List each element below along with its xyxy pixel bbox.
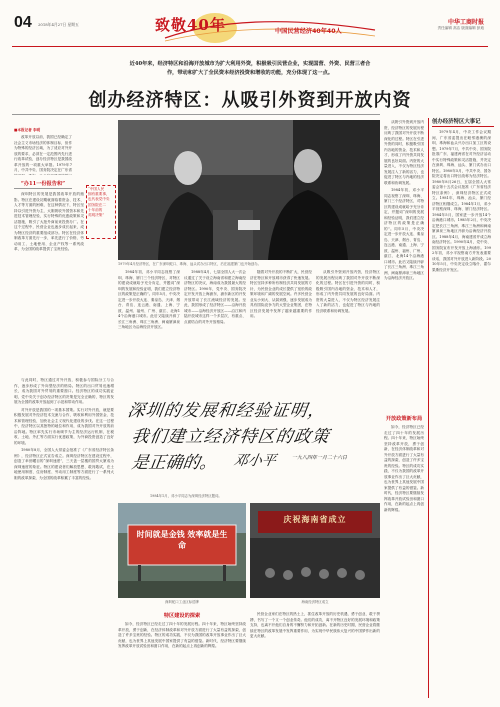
article-col3 xyxy=(118,270,180,385)
calligraphy-line-2: 我们建立经济特区的政策 xyxy=(130,427,332,447)
article-col4b xyxy=(316,270,380,385)
article-right-col2 xyxy=(384,425,424,695)
article-paragraph: 从吸引外资到开放内资，经济特区的发展历程反映了我国对外开放不断深化的过程。特区在引进外资的同时，积极吸引国内各地的资金、技术和人才，形成了内外资共同发展的良好局面。内资的大量进入，不仅为特区经济发展注入了新的活力，也促进了特区与内地的经济联系和协调发展。 xyxy=(316,270,380,313)
article-col3b xyxy=(184,270,246,385)
calligraphy xyxy=(122,392,380,480)
sidebar xyxy=(428,118,494,698)
article-paragraph: 1984年初，邓小平同志视察了深圳、珠海、厦门三个经济特区，对特区的建设成就给予充分肯定，并题词“深圳的发展和经验证明，我们建立经济特区的政策是正确的”。同年5月，中央决定进一步开放大连、秦皇岛、天津、烟台、青岛、连云港、南通、上海、宁波、温州、福州、广州、湛江、北海14个沿海港口城市。此后又陆续开辟了长江三角洲、珠江三角洲、闽南厦漳泉三角地区为沿海经济开放区。 xyxy=(384,188,424,280)
editor-line: 责任编辑 高洁 版面编辑 彭迪 xyxy=(437,26,484,30)
photo-shekou-caption: 深圳蛇口工业区标语牌 xyxy=(165,600,199,604)
article-paragraph: 从吸引外资到开放内资，经济特区的发展历程反映了我国对外开放不断深化的过程。特区在引进外资的同时，积极吸引国内各地的资金、技术和人才，形成了内外资共同发展的良好局面。内资的大量进入，不仅为特区经济发展注入了新的活力，也促进了特区与内地的经济联系和协调发展。 xyxy=(384,120,424,185)
article-paragraph: 如今，经济特区已经走过了四十年的发展历程。四十年来，特区始终坚持改革开放，勇于创新，在经济体制改革和对外开放方面进行了大量有益的探索，创造了许多宝贵的经验。特区的成功实践，不仅为我国的改革开放事业作出了巨大贡献，也为世界上其他发展中国家提供了有益的借鉴。新时代，经济特区要继续发挥改革开放试验田和窗口作用，在新的起点上再创新的辉煌。 xyxy=(384,425,424,512)
photo-hainan-banner-text: 庆祝海南省成立 xyxy=(283,514,347,524)
pull-quote-line: 也代表党中央 xyxy=(88,197,110,202)
subhead-right: 开放政策新布局 xyxy=(385,416,423,422)
calligraphy-line-3: 是正确的。 xyxy=(130,453,219,473)
calligraphy-line-1: 深圳的发展和经验证明， xyxy=(126,401,328,421)
pull-quote-line: 英明决策” xyxy=(88,213,105,218)
page-number: 04 xyxy=(14,14,32,31)
article-right-col xyxy=(384,120,424,410)
article-paragraph: 改革开放以前，我国已经确定了社会主义市场经济的体制目标，但作为特殊的经济区域，为了适应对外开放的要求，必须在一定范围内先行进行改革试验，创办经济特区是我国改革开放的一项重大举措。1979年7月，中共中央、国务院决定在广东省 xyxy=(14,135,72,172)
article-col1 xyxy=(14,135,72,175)
headline-rule xyxy=(12,114,380,115)
article-paragraph: 1988年4月，七届全国人大一次会议通过了关于设立海南省和建立海南经济特区的决议，海南成为我国最大的经济特区。1990年，党中央、国务院决定开发开放上海浦东，浦东新区的开发开放带动了长江流域经济的发展。至此，我国形成了经济特区——沿海开放城市——沿海经济开放区——沿江和内陆开放城市这样一个多层次、有重点、点面结合的对外开放格局。 xyxy=(184,270,246,324)
article-paragraph: 民营企业家们在特区的热土上，抓住改革开放的历史机遇，勇于创业、敢于拼搏，书写了一个又一个创业传奇。他们的成功，离不开特区良好的发展环境和政策支持，也离不开他们自身的不懈努力和开拓创新。在新的历史时期，民营企业将继续在特区的改革发展中发挥重要作用，为实现中华民族伟大复兴的中国梦作出新的更大贡献。 xyxy=(250,612,380,638)
banner-subtitle: 中国民营经济40年40人 xyxy=(275,28,342,35)
deck xyxy=(80,60,420,78)
pull-quote-line: 拥有重要事， xyxy=(88,192,110,197)
pull-quote-title: “办11一份报告和” xyxy=(20,181,66,187)
calligraphy-signature: 邓小平 xyxy=(232,453,278,469)
sidebar-title: 创办经济特区大事记 xyxy=(432,118,494,127)
article-paragraph: 1984年初，邓小平同志视察了深圳、珠海、厦门三个经济特区，对特区的建设成就给予充分肯定，并题词“深圳的发展和经验证明，我们建立经济特区的政策是正确的”。同年5月，中央决定进一步开放大连、秦皇岛、天津、烟台、青岛、连云港、南通、上海、宁波、温州、福州、广州、湛江、北海14个沿海港口城市。此后又陆续开辟了长江三角洲、珠江三角洲、闽南厦漳泉三角地区为沿海经济开放区。 xyxy=(118,270,180,329)
banner xyxy=(125,12,385,44)
deck-line-1: 近40年来，经济特区和沿海开放城市为扩大利用外资，积极吸引民营企业，实现国营、外资、民营三者合 xyxy=(129,61,371,67)
article-col4 xyxy=(250,270,312,385)
article-paragraph: 对外开放是我国的一项基本国策。实行对外开放，就是要积极发展对外经济技术交流与合作，吸收和利用外国资金、技术和管理经验，加快社会主义现代化建设的步伐。在这一过程中，经济特区以其独特的地位和作用，成为我国对外开放的前沿阵地。特区率先实行市场调节为主的经济运行机制，在税收、土地、外汇等方面实行优惠政策，为外商投资创造了良好的环境。 xyxy=(14,407,114,445)
pull-quote-lines xyxy=(88,187,114,218)
article-paragraph: 与此同时，特区通过对外开放，积极参与国际分工与合作，逐步形成了外向型经济的格局。特区的出口贸易迅速增长，成为我国对外贸易的重要窗口。经济特区的成功实践证明，党中央关于创办经济特区的决策是完全正确的，特区的发展为全国的改革开放起到了示范和带动作用。 xyxy=(14,378,114,404)
byline: ■本报记者 李明 xyxy=(14,128,41,132)
masthead-rule xyxy=(12,46,488,47)
photo-meeting-image xyxy=(118,120,380,260)
sidebar-text xyxy=(432,130,491,690)
article-col1b xyxy=(14,192,84,372)
banner-title: 致敬40年 xyxy=(155,16,226,34)
article-paragraph: 随着对外开放的不断扩大，民营经济在特区和开放城市获得了快速发展。特区坚持多种所有制经济共同发展的方针，为民营企业的成长提供了宽松的政策环境和广阔的发展空间。许多民营企业从小到大、从弱到强，逐步发展成为具有国际竞争力的大型企业集团，在特区经济发展中发挥了越来越重要的作用。 xyxy=(250,270,312,318)
photo-meeting-caption: 1979年4月经济特区，在广东深圳蛇口、珠海、汕头试办出口特区，后在福建厦门也开始创办。 xyxy=(118,262,262,266)
calligraphy-date: 一九八四年一月二十六日 xyxy=(292,455,348,461)
masthead xyxy=(0,0,500,50)
article-paragraph: 1980年8月，全国人大常委会批准了《广东省经济特区条例》，经济特区正式宣告成立。深圳经济特区在建设过程中，创造了举世瞩目的“深圳速度”，三天盖一层楼的国贸大厦成为深圳速度的象征。特区的建设者们解放思想、敢闯敢试，在土地使用制度、住房制度、劳动用工制度等方面进行了一系列大胆的改革探索，为全国的改革积累了丰富的经验。 xyxy=(14,448,114,480)
photo-hainan xyxy=(250,503,380,598)
photo-shekou-sign xyxy=(118,503,246,598)
photo-meeting xyxy=(118,120,380,260)
date-line: 2018年4月27日 星期五 xyxy=(38,22,79,27)
photo-shekou-sign-text: 时间就是金钱 效率就是生命 xyxy=(136,529,228,550)
pull-quote-line: 国务院在二 xyxy=(88,202,106,207)
deck-line-2: 作，带动和扩大了全民资本经济投资和增收的功能，充分体现了这一点。 xyxy=(166,70,333,76)
paper-name: 中华工商时报 xyxy=(447,19,484,26)
article-paragraph: 如今，经济特区已经走过了四十年的发展历程。四十年来，特区始终坚持改革开放，勇于创新，在经济体制改革和对外开放方面进行了大量有益的探索，创造了许多宝贵的经验。特区的成功实践，不仅为我国的改革开放事业作出了巨大贡献，也为世界上其他发展中国家提供了有益的借鉴。新时代，经济特区要继续发挥改革开放试验田和窗口作用，在新的起点上再创新的辉煌。 xyxy=(118,622,246,648)
sidebar-paragraph: 1979年4月，中央工作会议期间，广东省委提出在毗邻港澳的深圳、珠海和汕头兴办出口加工区的设想。1979年7月，中共中央、国务院批准广东、福建两省在对外经济活动中实行特殊政策和灵活措施，并决定在深圳、珠海、汕头、厦门试办出口特区。1980年5月，中共中央、国务院决定将出口特区改称为经济特区。1980年8月26日，五届全国人大常委会第十五次会议批准《广东省经济特区条例》，深圳经济特区正式成立。1981年，珠海、汕头、厦门经济特区相继成立。1984年1月，邓小平视察深圳、珠海、厦门经济特区。1984年5月，国家进一步开放14个沿海港口城市。1985年2月，中央决定把长江三角洲、珠江三角洲和闽南厦漳泉三角地区开辟为沿海经济开放区。1988年4月，海南建省并成立海南经济特区。1990年4月，党中央、国务院宣布开发开放上海浦东。1992年初，邓小平视察南方并发表重要谈话，我国对外开放进入新阶段。2010年5月，中央决定设立喀什、霍尔果斯经济开发区。 xyxy=(432,130,491,272)
pull-quote-line: 十年前的 xyxy=(88,207,103,212)
article-col1c xyxy=(14,378,114,696)
headline: 创办经济特区：从吸引外资到开放内资 xyxy=(88,90,412,111)
article-paragraph: 深圳特区的发展是我国改革开放的缩影。特区在建设初期就面临着资金、技术、人才等方面的困难，在这种情况下，特区坚持以引进外资为主，大胆吸收外国资本和先进技术管理经验，实行特殊的优惠政策和灵活措施，吸引了大批外商前来投资办厂。在这个过程中，民营企业也逐步成长起来，成为特区经济的重要组成部分。特区在经济体制改革方面先行一步，率先进行了价格、劳动用工、土地使用、企业产权等一系列改革，为全国的改革提供了宝贵经验。 xyxy=(14,192,84,251)
pull-quote-line: “中国人民 xyxy=(88,187,105,191)
article-col5 xyxy=(118,622,246,697)
calligraphy-caption: 1984年1月，邓小平同志为深圳经济特区题词。 xyxy=(150,494,222,498)
photo-hainan-caption: 海南经济特区成立 xyxy=(301,600,329,604)
subhead-mid: 特区建设的探索 xyxy=(163,613,201,619)
article-col5b xyxy=(250,612,380,697)
